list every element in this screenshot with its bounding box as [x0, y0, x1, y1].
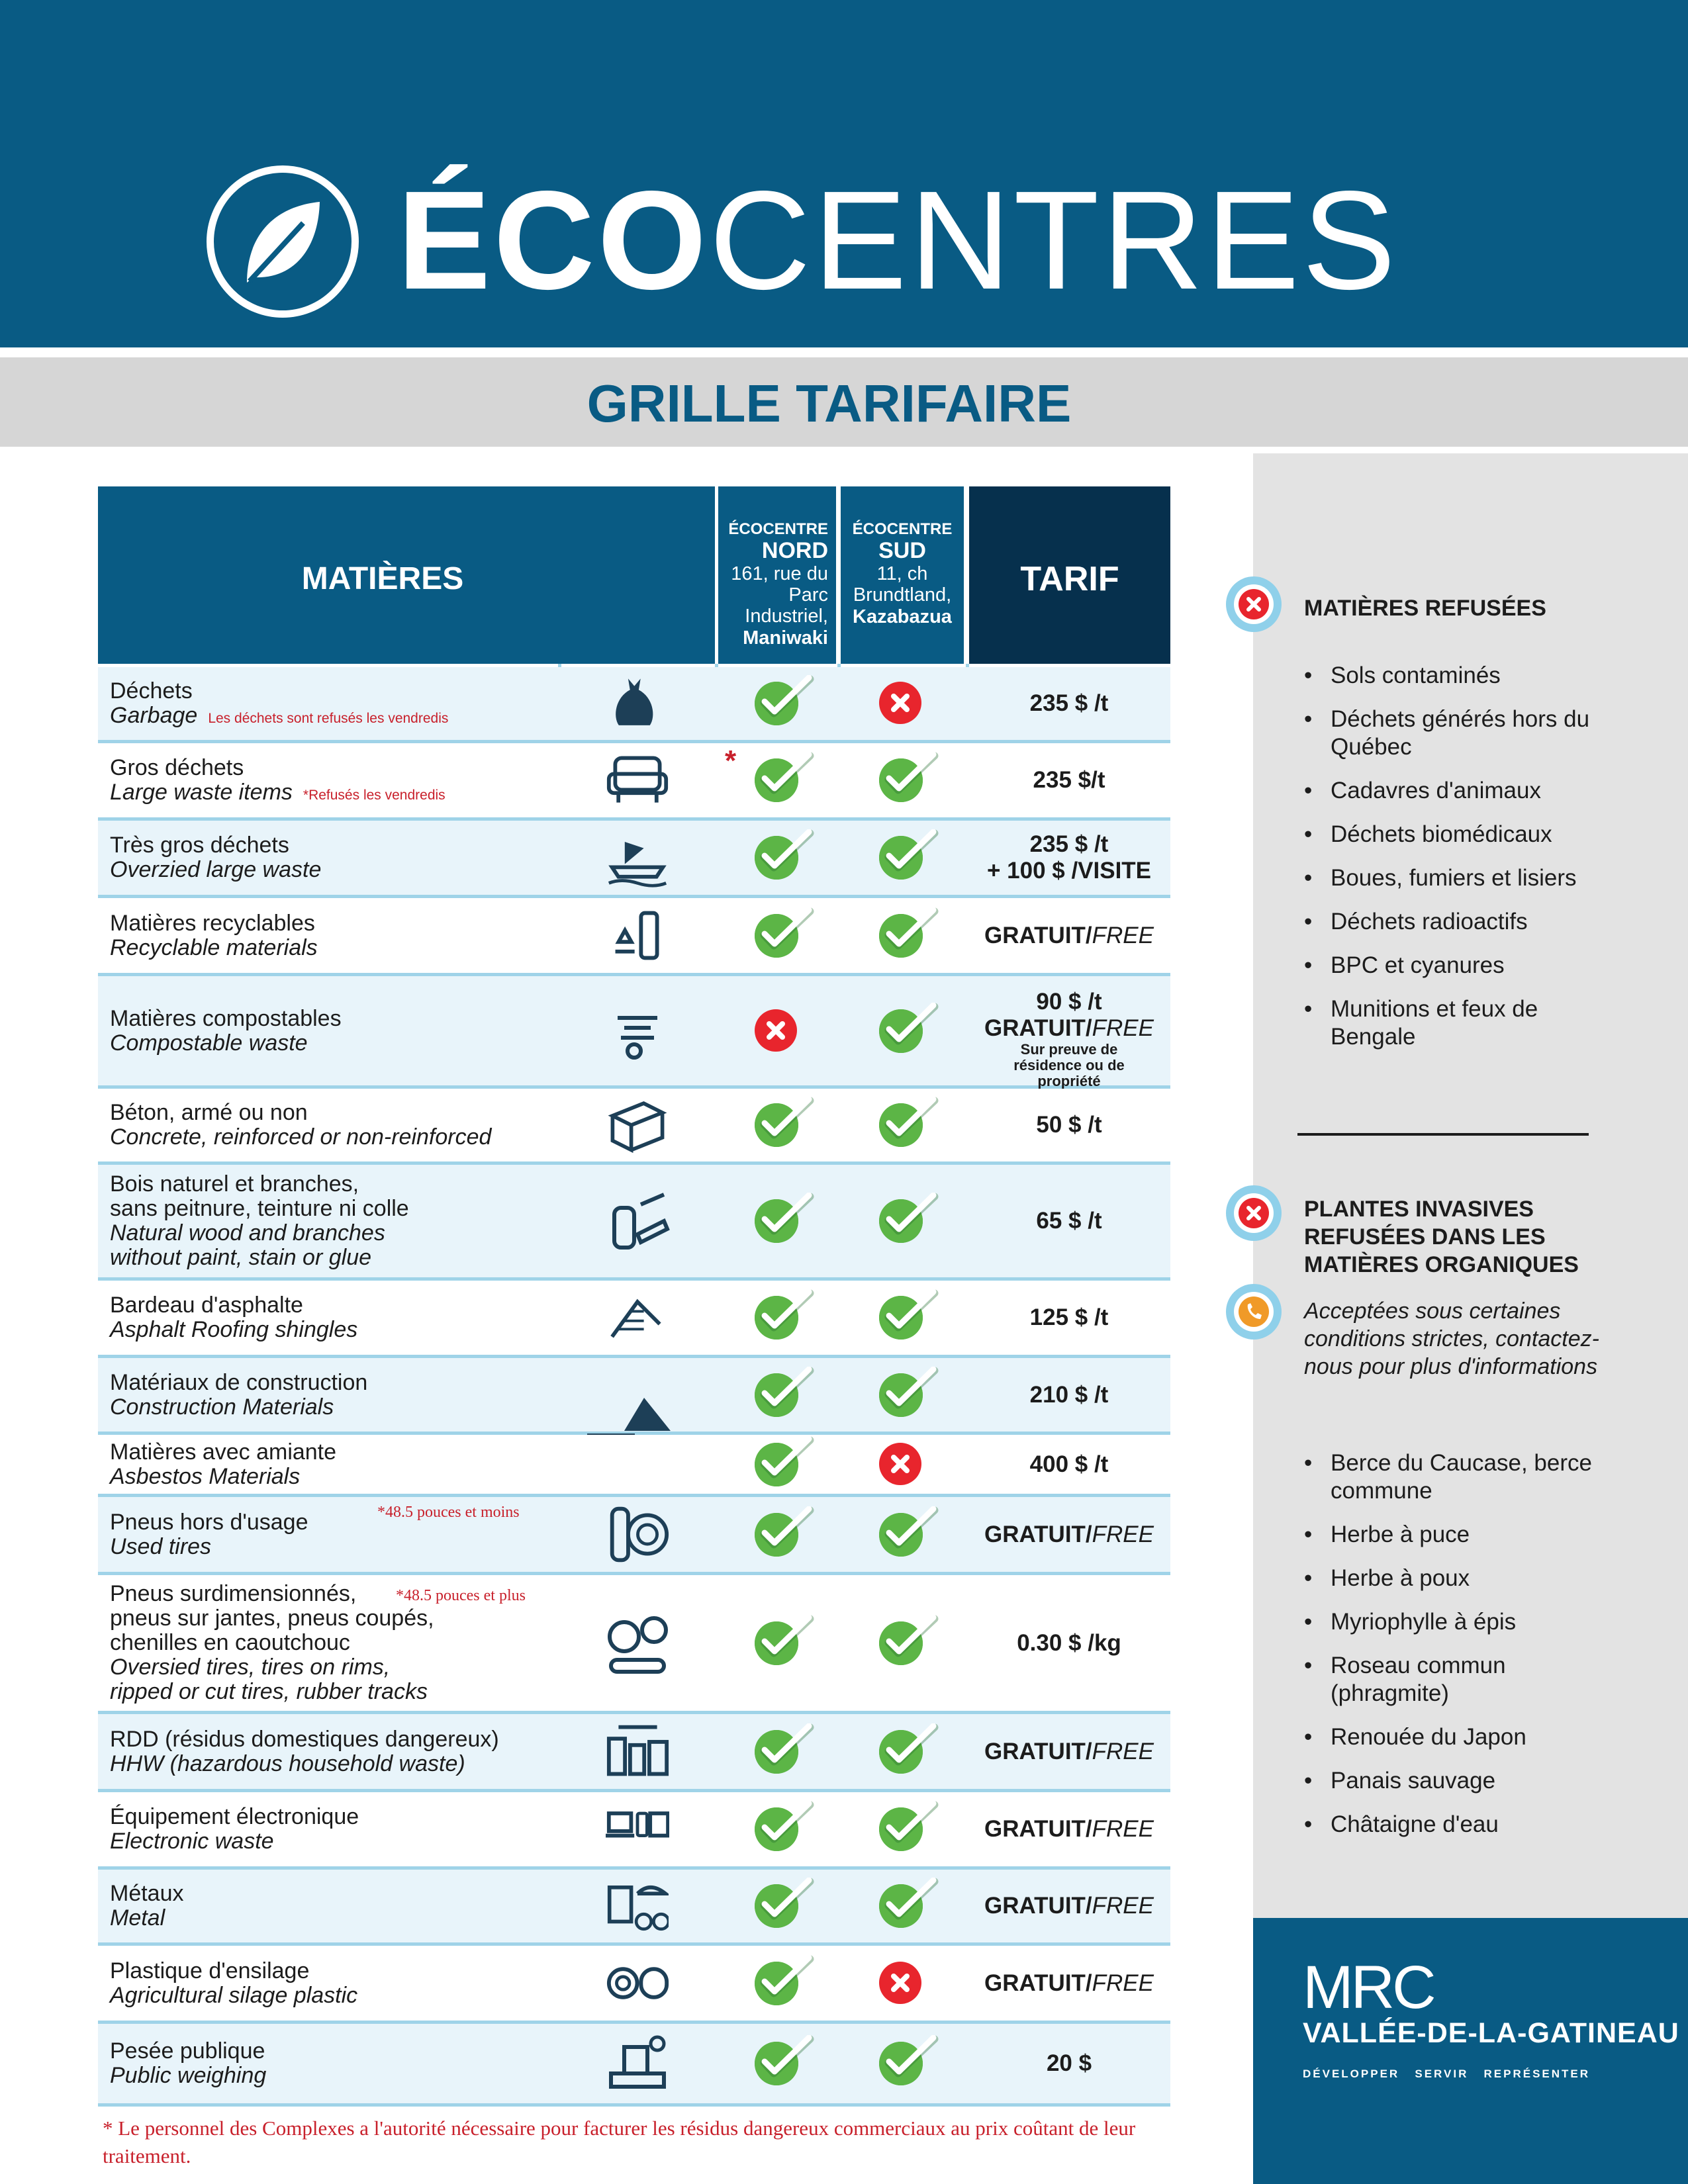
material-name-en: Oversied tires, tires on rims, — [110, 1655, 391, 1680]
material-name-en: Public weighing — [110, 2063, 267, 2088]
tarif-value — [968, 690, 1170, 717]
mrc-tagline: DÉVELOPPER SERVIR REPRÉSENTER — [1303, 2068, 1591, 2080]
tarif-cell — [968, 1816, 1170, 1843]
tarif-text: GRATUIT/ — [984, 1816, 1092, 1842]
list-item: • Déchets générés hors du Québec — [1304, 705, 1595, 761]
tarif-text-en: FREE — [1092, 1893, 1154, 1919]
material-name-fr: Pneus surdimensionnés, — [110, 1581, 357, 1606]
material-cell — [110, 1293, 357, 1342]
phone-icon — [1226, 1284, 1282, 1340]
tarif-cell — [968, 1451, 1170, 1478]
tire-icon — [606, 1502, 670, 1570]
accepted-check-icon — [879, 914, 923, 958]
tarif-text-en: FREE — [1092, 922, 1154, 948]
material-cell — [110, 1440, 336, 1489]
refused-list — [1304, 662, 1595, 1067]
accepted-check-icon — [755, 758, 798, 802]
tarif-cell — [968, 690, 1170, 717]
tarif-text-en: FREE — [1092, 1521, 1154, 1547]
material-cell — [110, 1805, 359, 1854]
mrc-logo-mark: MRC — [1303, 1954, 1434, 2021]
tarif-text: GRATUIT/ — [984, 922, 1092, 948]
list-item: • BPC et cyanures — [1304, 952, 1595, 979]
tarif-text-2: GRATUIT/ — [984, 1015, 1092, 1041]
accepted-check-icon — [755, 1962, 798, 2005]
tarif-cell — [968, 989, 1170, 1089]
invasive-list — [1304, 1449, 1595, 1854]
tarif-value-2 — [968, 858, 1170, 884]
recycling-icon — [606, 903, 670, 971]
material-name-fr: Très gros déchets — [110, 833, 289, 858]
material-name-fr: Équipement électronique — [110, 1804, 359, 1829]
accepted-check-icon — [879, 1009, 923, 1053]
row-divider — [98, 2103, 1170, 2107]
tarif-cell — [968, 1970, 1170, 1997]
tarif-text: GRATUIT/ — [984, 1970, 1092, 1996]
material-name-en: Asphalt Roofing shingles — [110, 1317, 358, 1342]
accepted-check-icon — [879, 1730, 923, 1774]
list-item: • Renouée du Japon — [1304, 1723, 1595, 1751]
refused-title: MATIÈRES REFUSÉES — [1304, 596, 1546, 621]
material-name-en: Agricultural silage plastic — [110, 1982, 358, 2008]
material-name-fr: Plastique d'ensilage — [110, 1958, 310, 1983]
tarif-value — [968, 1522, 1170, 1548]
accepted-check-icon — [755, 1103, 798, 1147]
page-title: ÉCOCENTRES — [397, 161, 1399, 318]
material-cell — [110, 833, 321, 882]
tarif-note: Sur preuve de résidence ou de propriété — [1013, 1040, 1125, 1089]
material-name-fr: chenilles en caoutchouc — [110, 1630, 350, 1655]
hazardous-icon — [606, 1719, 670, 1787]
material-name-en: Compostable waste — [110, 1030, 308, 1056]
row-note: Les déchets sont refusés les vendredis — [208, 711, 449, 726]
material-name-en: Overzied large waste — [110, 857, 322, 882]
tarif-text: 20 $ — [1046, 2050, 1092, 2076]
concrete-block-icon — [606, 1094, 669, 1160]
tarif-value — [968, 1451, 1170, 1478]
material-name-fr: RDD (résidus domestiques dangereux) — [110, 1726, 499, 1752]
tarif-text: 210 $ /t — [1029, 1381, 1109, 1408]
tarif-value — [968, 767, 1170, 794]
tarif-cell — [968, 2050, 1170, 2077]
tarif-text: 235 $ /t — [1029, 690, 1109, 716]
tarif-cell — [968, 923, 1170, 949]
tarif-value — [968, 989, 1170, 1015]
accepted-check-icon — [879, 1621, 923, 1665]
tarif-text: 65 $ /t — [1036, 1208, 1102, 1234]
accepted-check-icon — [755, 1807, 798, 1851]
material-name-en: HHW (hazardous household waste) — [110, 1751, 465, 1776]
tarif-cell — [968, 1112, 1170, 1138]
material-name-en: ripped or cut tires, rubber tracks — [110, 1679, 428, 1704]
material-cell — [110, 1510, 308, 1559]
accepted-check-icon — [755, 1621, 798, 1665]
tarif-value — [968, 831, 1170, 858]
tarif-value — [968, 1112, 1170, 1138]
oversized-tire-icon — [604, 1610, 671, 1680]
tarif-cell — [968, 1893, 1170, 1919]
refused-x-icon — [879, 1443, 921, 1485]
tarif-text-2: + 100 $ /VISITE — [986, 858, 1152, 884]
accepted-check-icon — [879, 1513, 923, 1557]
accepted-check-icon — [755, 914, 798, 958]
accepted-check-icon — [879, 1103, 923, 1147]
accepted-check-icon — [755, 1373, 798, 1417]
refused-icon — [1226, 576, 1282, 632]
scale-icon — [604, 2030, 671, 2100]
material-name-en: Large waste items — [110, 780, 293, 805]
list-item: • Déchets radioactifs — [1304, 908, 1595, 936]
tarif-text: 235 $/t — [1033, 767, 1105, 793]
accepted-check-icon — [755, 1884, 798, 1928]
garbage-bag-icon — [606, 672, 669, 738]
material-name-fr: Matières avec amiante — [110, 1439, 337, 1465]
tarif-cell — [968, 1208, 1170, 1234]
list-item: • Cadavres d'animaux — [1304, 777, 1595, 805]
material-cell — [110, 1582, 434, 1704]
material-cell — [110, 679, 448, 731]
material-cell — [110, 911, 318, 960]
material-cell — [110, 1371, 367, 1420]
armchair-icon — [606, 749, 669, 815]
tarif-header: TARIF — [969, 486, 1170, 664]
accepted-check-icon — [755, 1199, 798, 1243]
footnote: * Le personnel des Complexes a l'autorité nécessaire pour facturer les résidus dangereux commerciaux au prix coûtant de leur traitement. — [103, 2116, 1136, 2167]
list-item: • Panais sauvage — [1304, 1767, 1595, 1795]
list-item: • Berce du Caucase, berce commune — [1304, 1449, 1595, 1505]
tarif-text: 0.30 $ /kg — [1017, 1629, 1121, 1656]
material-name-en: Recyclable materials — [110, 934, 318, 960]
tarif-text-en: FREE — [1092, 1816, 1154, 1842]
material-name-en: Garbage — [110, 703, 198, 728]
material-name-fr: Métaux — [110, 1881, 184, 1906]
invasive-title: PLANTES INVASIVES REFUSÉES DANS LES MATIÈRES ORGANIQUES — [1304, 1197, 1579, 1277]
tarif-value — [968, 1382, 1170, 1408]
accepted-check-icon — [879, 1296, 923, 1340]
accepted-check-icon — [755, 836, 798, 880]
tarif-value — [968, 1304, 1170, 1331]
accepted-check-icon — [879, 1807, 923, 1851]
material-name-fr: Matériaux de construction — [110, 1369, 368, 1395]
list-item: • Myriophylle à épis — [1304, 1608, 1595, 1636]
material-name-fr: sans peitnure, teinture ni colle — [110, 1196, 409, 1221]
tarif-value — [968, 923, 1170, 949]
tarif-cell — [968, 1382, 1170, 1408]
row-note: *Refusés les vendredis — [303, 788, 445, 803]
refused-x-icon — [755, 1009, 797, 1052]
accepted-check-icon — [755, 682, 798, 725]
electronics-icon — [606, 1797, 669, 1864]
tarif-text: 50 $ /t — [1036, 1112, 1102, 1138]
material-name-en: Metal — [110, 1905, 165, 1931]
conditions-note: Acceptées sous certaines conditions strictes, contactez-nous pour plus d'informations — [1304, 1298, 1599, 1379]
list-item: • Roseau commun (phragmite) — [1304, 1652, 1595, 1707]
boat-icon — [606, 826, 669, 893]
refused-plants-icon — [1226, 1185, 1282, 1241]
tarif-value — [968, 1208, 1170, 1234]
material-name-en: Construction Materials — [110, 1394, 334, 1420]
ecocentre-sud-header: ÉCOCENTRE SUD 11, ch Brundtland, Kazabazua — [841, 486, 964, 664]
page-subtitle: GRILLE TARIFAIRE — [586, 374, 1072, 433]
material-name-fr: Matières recyclables — [110, 910, 315, 936]
material-name-en: without paint, stain or glue — [110, 1245, 372, 1270]
material-name-fr: Gros déchets — [110, 755, 244, 780]
material-en-line — [110, 704, 448, 731]
tarif-text: GRATUIT/ — [984, 1738, 1092, 1764]
tarif-value-2 — [968, 1015, 1170, 1042]
mrc-name: VALLÉE-DE-LA-GATINEAU — [1303, 2017, 1679, 2049]
materials-header: MATIÈRES — [98, 486, 715, 664]
divider — [1297, 1133, 1589, 1136]
material-name-en: Concrete, reinforced or non-reinforced — [110, 1124, 492, 1150]
tarif-text-en: FREE — [1092, 1738, 1154, 1764]
material-cell — [110, 1959, 357, 2008]
tarif-cell — [968, 767, 1170, 794]
accepted-check-icon — [755, 1296, 798, 1340]
material-name-en: Asbestos Materials — [110, 1463, 301, 1489]
tarif-text: 400 $ /t — [1029, 1451, 1109, 1477]
compost-icon — [604, 998, 671, 1068]
accepted-check-icon — [879, 758, 923, 802]
mrc-logo — [1253, 1918, 1688, 2184]
tarif-cell — [968, 1304, 1170, 1331]
material-name-en: Used tires — [110, 1533, 212, 1559]
tarif-cell — [968, 831, 1170, 884]
tarif-text: 125 $ /t — [1029, 1304, 1109, 1330]
material-en-line — [110, 780, 445, 807]
roof-icon — [606, 1286, 669, 1353]
refused-x-icon — [879, 682, 921, 724]
accepted-check-icon — [879, 836, 923, 880]
material-cell — [110, 1007, 342, 1056]
tarif-cell — [968, 1630, 1170, 1657]
material-name-en: Electronic waste — [110, 1829, 274, 1854]
row-note: *48.5 pouces et moins — [377, 1504, 520, 1521]
material-name-fr: Bois naturel et branches, — [110, 1171, 359, 1197]
metal-icon — [606, 1875, 669, 1940]
accepted-check-icon — [755, 1443, 798, 1486]
list-item: • Munitions et feux de Bengale — [1304, 995, 1595, 1051]
accepted-check-icon — [755, 1513, 798, 1557]
list-item: • Boues, fumiers et lisiers — [1304, 864, 1595, 892]
accepted-check-icon — [755, 1730, 798, 1774]
accepted-check-icon — [879, 1199, 923, 1243]
accepted-check-icon — [755, 2042, 798, 2085]
material-cell — [110, 1101, 491, 1150]
material-name-fr: Pneus hors d'usage — [110, 1509, 308, 1535]
list-item: • Châtaigne d'eau — [1304, 1811, 1595, 1839]
tarif-value — [968, 1630, 1170, 1657]
material-name-fr: Béton, armé ou non — [110, 1100, 308, 1125]
tarif-text: 235 $ /t — [1029, 831, 1109, 857]
silage-icon — [606, 1951, 670, 2019]
material-cell — [110, 1172, 409, 1270]
material-cell — [110, 1727, 499, 1776]
leaf-logo-icon — [207, 165, 359, 318]
tarif-cell — [968, 1522, 1170, 1548]
row-note: *48.5 pouces et plus — [396, 1587, 526, 1604]
list-item: • Sols contaminés — [1304, 662, 1595, 690]
tarif-text: GRATUIT/ — [984, 1893, 1092, 1919]
asterisk-mark: * — [725, 745, 737, 777]
tarif-cell — [968, 1739, 1170, 1765]
tarif-text: 90 $ /t — [1036, 988, 1102, 1015]
material-cell — [110, 756, 445, 807]
tarif-text: GRATUIT/ — [984, 1521, 1092, 1547]
accepted-check-icon — [879, 1884, 923, 1928]
material-name-fr: Matières compostables — [110, 1005, 342, 1031]
tarif-value — [968, 2050, 1170, 2077]
material-cell — [110, 1882, 184, 1931]
accepted-check-icon — [879, 1373, 923, 1417]
tarif-value — [968, 1816, 1170, 1843]
material-name-fr: Bardeau d'asphalte — [110, 1293, 303, 1318]
material-name-fr: pneus sur jantes, pneus coupés, — [110, 1606, 434, 1631]
tarif-text-2-en: FREE — [1092, 1015, 1154, 1041]
tarif-value — [968, 1970, 1170, 1997]
list-item: • Déchets biomédicaux — [1304, 821, 1595, 848]
accepted-check-icon — [879, 2042, 923, 2085]
tarif-value — [968, 1739, 1170, 1765]
ecocentre-nord-header: ÉCOCENTRE NORD 161, rue du Parc Industriel, Maniwaki — [718, 486, 836, 664]
list-item: • Herbe à poux — [1304, 1565, 1595, 1592]
material-name-fr: Pesée publique — [110, 2038, 265, 2064]
material-cell — [110, 2039, 266, 2088]
material-name-en: Natural wood and branches — [110, 1220, 385, 1246]
tarif-text-en: FREE — [1092, 1970, 1154, 1996]
refused-x-icon — [879, 1962, 921, 2004]
wood-icon — [604, 1188, 671, 1257]
list-item: • Herbe à puce — [1304, 1521, 1595, 1549]
tarif-value — [968, 1893, 1170, 1919]
material-name-fr: Déchets — [110, 678, 193, 704]
